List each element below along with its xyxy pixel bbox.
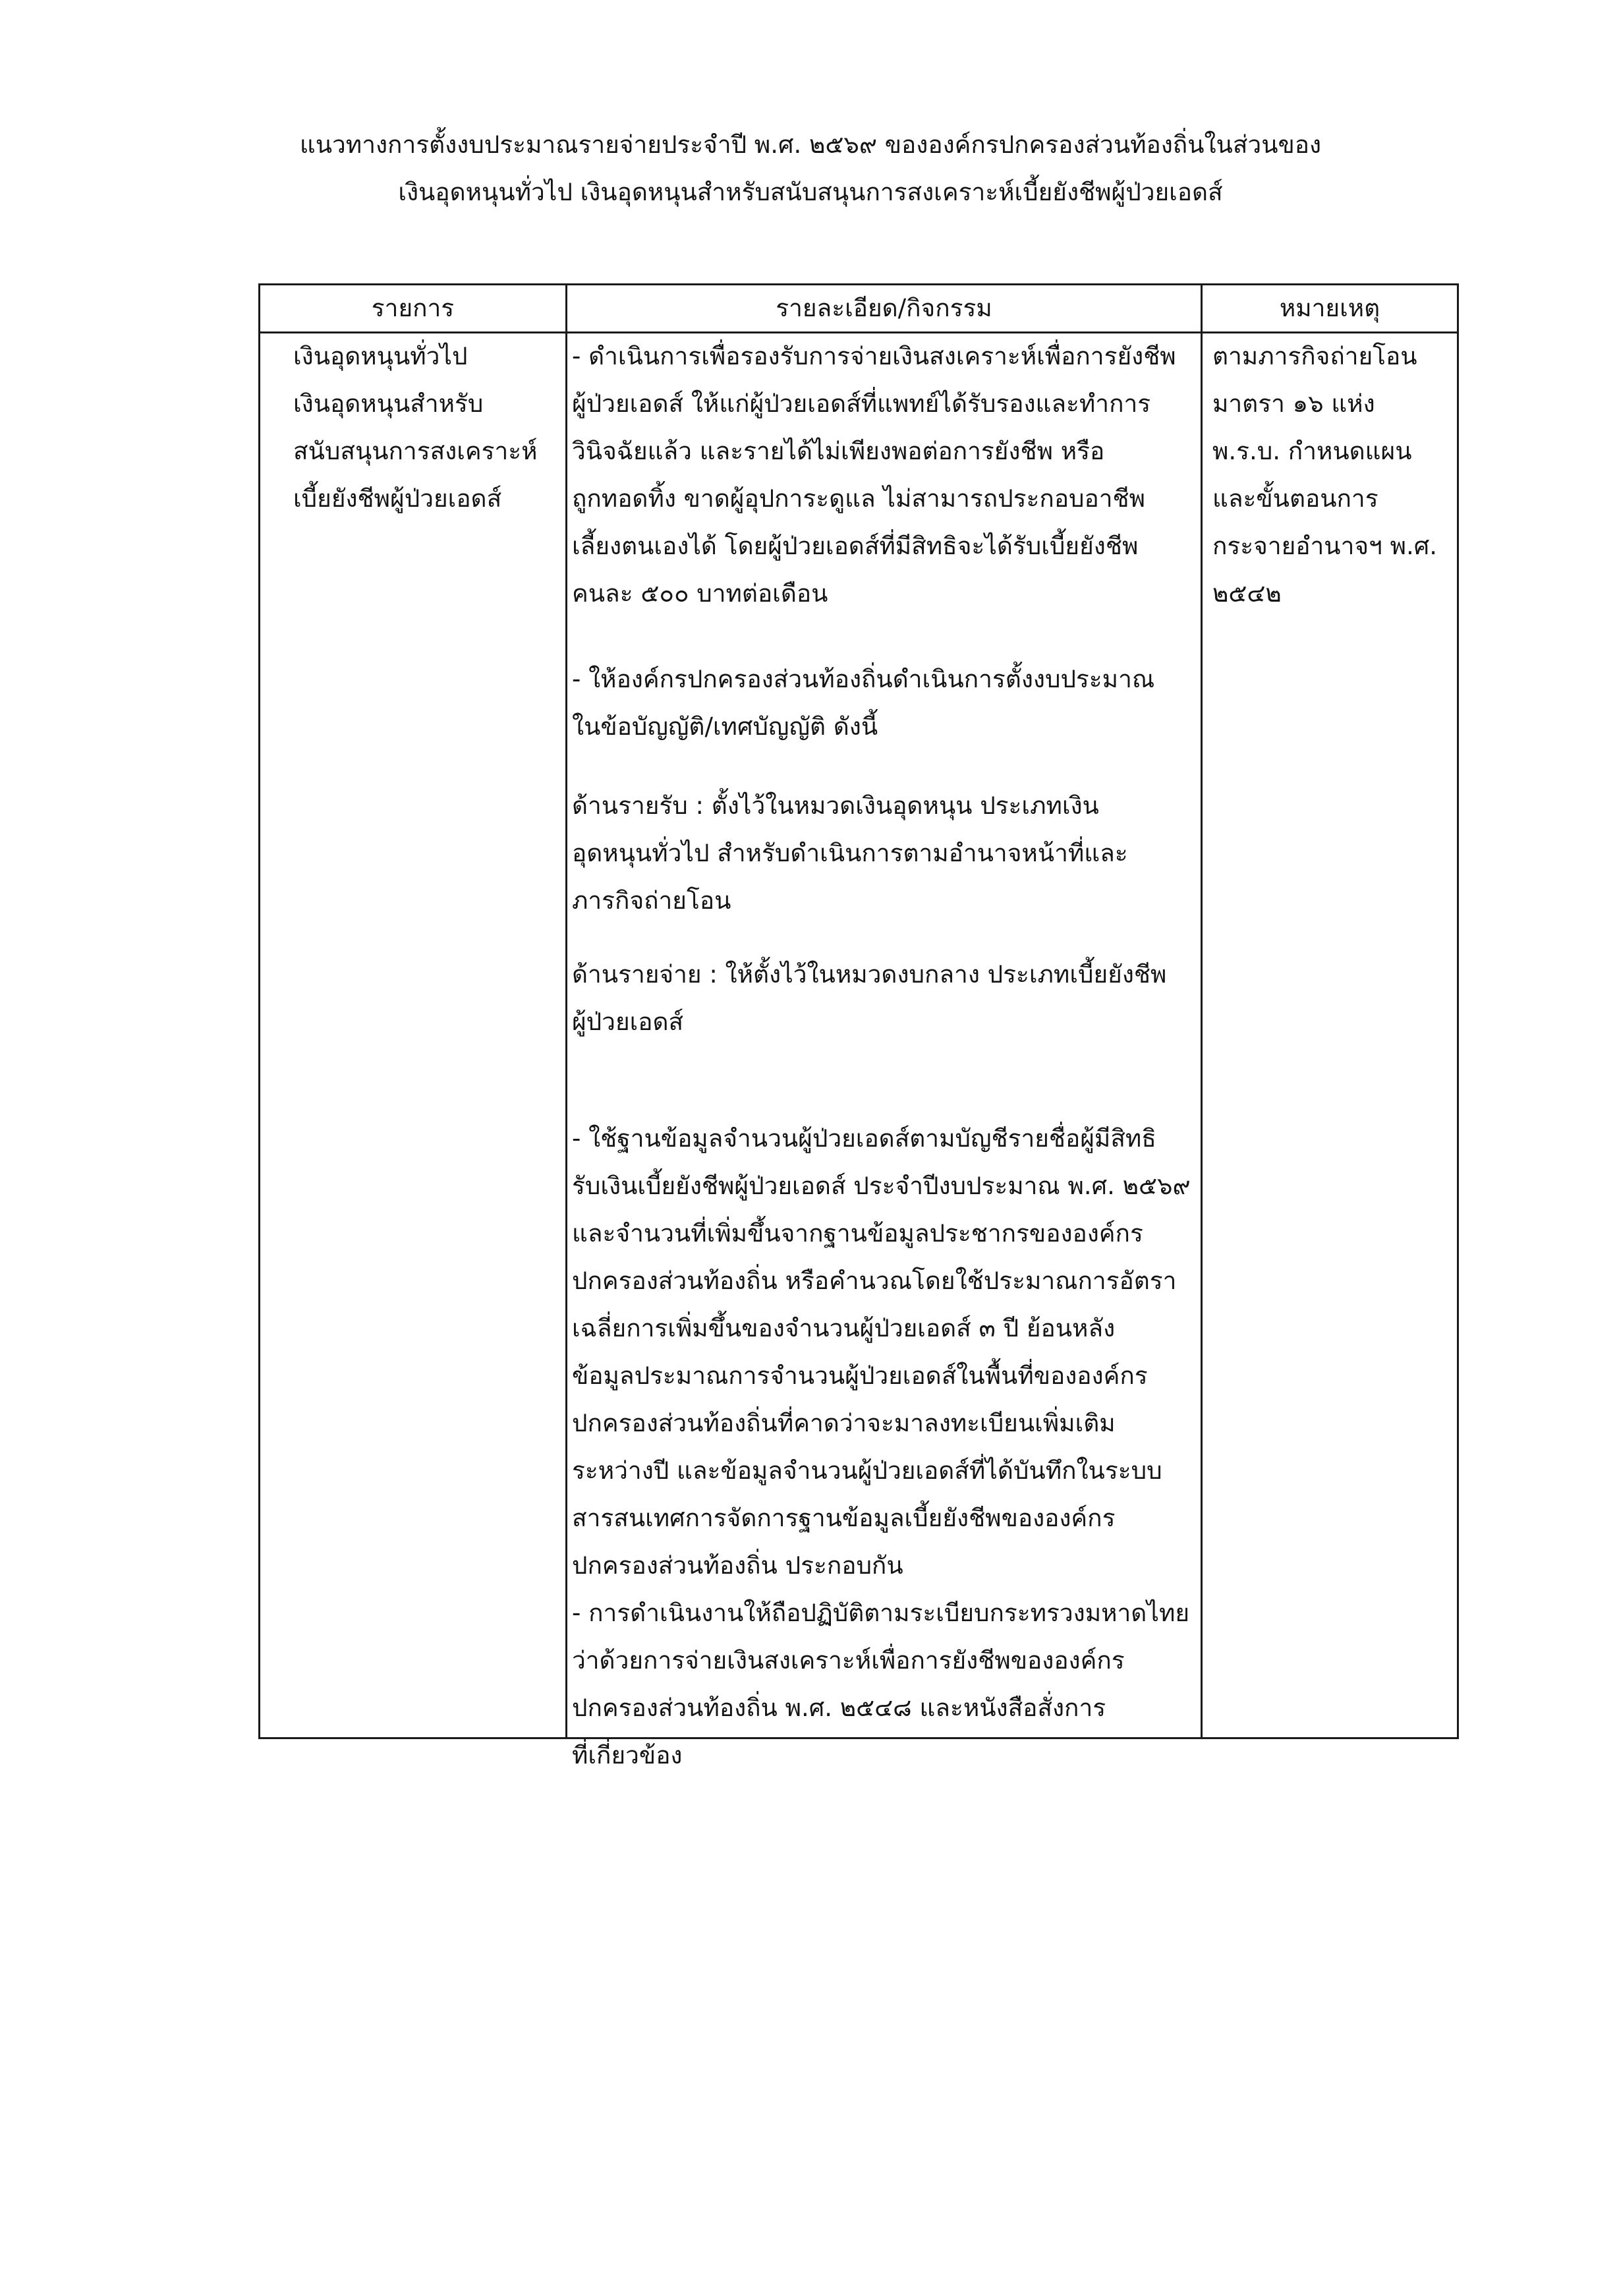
detail-line: เฉลี่ยการเพิ่มขึ้นของจำนวนผู้ป่วยเอดส์ ๓ ปี ย้อนหลัง <box>572 1314 1116 1342</box>
table-header-remark: หมายเหตุ <box>1279 294 1380 322</box>
remark-line: พ.ร.บ. กำหนดแผน <box>1212 437 1412 465</box>
detail-paragraph-4 <box>572 951 1191 1046</box>
detail-line: ผู้ป่วยเอดส์ <box>572 1008 684 1036</box>
detail-line: ที่เกี่ยวข้อง <box>572 1741 683 1769</box>
remark-line: กระจายอำนาจฯ พ.ศ. <box>1212 532 1437 560</box>
detail-line: - ดำเนินการเพื่อรองรับการจ่ายเงินสงเคราะห์เพื่อการยังชีพ <box>572 342 1176 370</box>
detail-line: ถูกทอดทิ้ง ขาดผู้อุปการะดูแล ไม่สามารถประกอบอาชีพ <box>572 484 1146 513</box>
table-header-detail: รายละเอียด/กิจกรรม <box>776 294 992 322</box>
detail-line: ภารกิจถ่ายโอน <box>572 886 731 915</box>
detail-line: และจำนวนที่เพิ่มขึ้นจากฐานข้อมูลประชากรขององค์กร <box>572 1219 1143 1248</box>
table-border-left <box>258 283 260 1739</box>
detail-line: คนละ ๕๐๐ บาทต่อเดือน <box>572 579 828 608</box>
detail-paragraph-5 <box>572 1115 1191 1779</box>
detail-line: ปกครองส่วนท้องถิ่น พ.ศ. ๒๕๔๘ และหนังสือสั่งการ <box>572 1694 1106 1722</box>
document-title-line-1: แนวทางการตั้งงบประมาณรายจ่ายประจำปี พ.ศ. ๒๕๖๙ ขององค์กรปกครองส่วนท้องถิ่นในส่วนของ <box>299 130 1322 159</box>
detail-line: ปกครองส่วนท้องถิ่นที่คาดว่าจะมาลงทะเบียนเพิ่มเติม <box>572 1409 1116 1437</box>
detail-line: ปกครองส่วนท้องถิ่น ประกอบกัน <box>572 1551 903 1580</box>
item-line: เงินอุดหนุนสำหรับ <box>293 389 484 418</box>
item-line: เงินอุดหนุนทั่วไป <box>293 342 468 370</box>
detail-line: ข้อมูลประมาณการจำนวนผู้ป่วยเอดส์ในพื้นที่ขององค์กร <box>572 1362 1148 1390</box>
table-cell-remark <box>1212 333 1437 617</box>
table-column-divider-1 <box>565 283 567 1739</box>
document-title-line-2: เงินอุดหนุนทั่วไป เงินอุดหนุนสำหรับสนับสนุนการสงเคราะห์เบี้ยยังชีพผู้ป่วยเอดส์ <box>398 178 1223 206</box>
detail-line: ปกครองส่วนท้องถิ่น หรือคำนวณโดยใช้ประมาณการอัตรา <box>572 1267 1177 1295</box>
detail-paragraph-3 <box>572 782 1191 925</box>
detail-line: - ใช้ฐานข้อมูลจำนวนผู้ป่วยเอดส์ตามบัญชีรายชื่อผู้มีสิทธิ <box>572 1124 1156 1153</box>
detail-line: - ให้องค์กรปกครองส่วนท้องถิ่นดำเนินการตั้งงบประมาณ <box>572 665 1155 693</box>
table-column-divider-2 <box>1201 283 1203 1739</box>
remark-line: และขั้นตอนการ <box>1212 484 1378 513</box>
detail-line: ว่าด้วยการจ่ายเงินสงเคราะห์เพื่อการยังชีพขององค์กร <box>572 1646 1125 1675</box>
detail-line: ระหว่างปี และข้อมูลจำนวนผู้ป่วยเอดส์ที่ได้บันทึกในระบบ <box>572 1456 1162 1485</box>
detail-line: วินิจฉัยแล้ว และรายได้ไม่เพียงพอต่อการยังชีพ หรือ <box>572 437 1105 465</box>
detail-line: ในข้อบัญญัติ/เทศบัญญัติ ดังนี้ <box>572 712 878 741</box>
table-border-right <box>1457 283 1459 1739</box>
detail-line: เลี้ยงตนเองได้ โดยผู้ป่วยเอดส์ที่มีสิทธิจะได้รับเบี้ยยังชีพ <box>572 532 1139 560</box>
detail-line: ด้านรายรับ : ตั้งไว้ในหมวดเงินอุดหนุน ประเภทเงิน <box>572 791 1099 820</box>
detail-line: ผู้ป่วยเอดส์ ให้แก่ผู้ป่วยเอดส์ที่แพทย์ได้รับรองและทำการ <box>572 389 1151 418</box>
item-line: เบี้ยยังชีพผู้ป่วยเอดส์ <box>293 484 502 513</box>
detail-line: - การดำเนินงานให้ถือปฏิบัติตามระเบียบกระทรวงมหาดไทย <box>572 1599 1190 1627</box>
remark-line: ตามภารกิจถ่ายโอน <box>1212 342 1417 370</box>
detail-line: รับเงินเบี้ยยังชีพผู้ป่วยเอดส์ ประจำปีงบประมาณ พ.ศ. ๒๕๖๙ <box>572 1172 1191 1200</box>
detail-paragraph-2 <box>572 656 1191 751</box>
table-cell-item <box>293 333 538 523</box>
table-header-item: รายการ <box>371 294 455 322</box>
remark-line: มาตรา ๑๖ แห่ง <box>1212 389 1375 418</box>
item-line: สนับสนุนการสงเคราะห์ <box>293 437 538 465</box>
detail-line: สารสนเทศการจัดการฐานข้อมูลเบี้ยยังชีพขององค์กร <box>572 1504 1116 1532</box>
detail-line: อุดหนุนทั่วไป สำหรับดำเนินการตามอำนาจหน้าที่และ <box>572 839 1128 867</box>
remark-line: ๒๕๔๒ <box>1212 579 1282 608</box>
detail-paragraph-1 <box>572 333 1191 617</box>
detail-line: ด้านรายจ่าย : ให้ตั้งไว้ในหมวดงบกลาง ประเภทเบี้ยยังชีพ <box>572 960 1167 989</box>
